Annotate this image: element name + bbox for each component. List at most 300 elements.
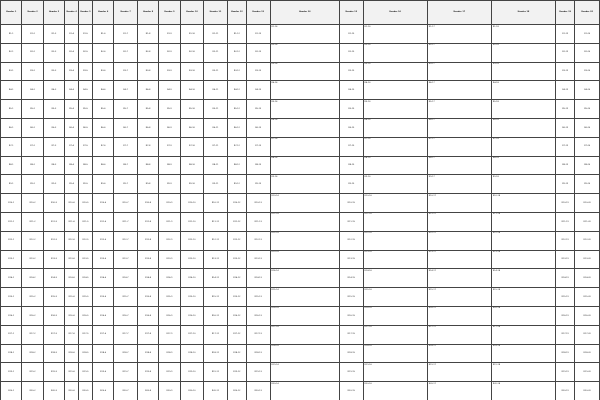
table-cell: R13-11 — [204, 250, 228, 269]
table-cell: R4-18 — [491, 81, 555, 100]
table-cell: R10-20 — [575, 194, 600, 213]
table-cell: R15-17 — [427, 288, 491, 307]
table-cell: R17-11 — [204, 325, 228, 344]
table-cell: R14-8 — [137, 269, 158, 288]
table-cell: R13-9 — [159, 250, 180, 269]
table-cell: R17-7 — [114, 325, 138, 344]
table-cell: R8-11 — [204, 156, 228, 175]
table-row — [1, 81, 600, 100]
table-cell: R2-19 — [556, 43, 575, 62]
table-cell: R16-12 — [227, 306, 246, 325]
column-header: Header 14 — [270, 1, 340, 25]
table-cell: R18-11 — [204, 344, 228, 363]
table-row — [1, 194, 600, 213]
table-cell: R20-16 — [363, 382, 427, 400]
table-cell: R19-4 — [65, 363, 79, 382]
table-cell: R19-12 — [227, 363, 246, 382]
table-cell: R16-8 — [137, 306, 158, 325]
table-cell: R18-14 — [270, 344, 340, 363]
table-cell: R9-11 — [204, 175, 228, 194]
table-cell: R17-1 — [1, 325, 22, 344]
table-cell: R11-4 — [65, 212, 79, 231]
table-cell: R16-4 — [65, 306, 79, 325]
table-cell: R9-20 — [575, 175, 600, 194]
table-cell: R17-9 — [159, 325, 180, 344]
table-cell: R12-20 — [575, 231, 600, 250]
table-cell: R13-20 — [575, 250, 600, 269]
table-cell: R6-11 — [204, 118, 228, 137]
column-header: Header 6 — [92, 1, 113, 25]
table-cell: R15-18 — [491, 288, 555, 307]
table-cell: R16-9 — [159, 306, 180, 325]
table-cell: R19-18 — [491, 363, 555, 382]
table-cell: R2-2 — [22, 43, 43, 62]
table-cell: R6-15 — [340, 118, 364, 137]
table-cell: R11-9 — [159, 212, 180, 231]
table-cell: R12-16 — [363, 231, 427, 250]
table-cell: R13-5 — [79, 250, 93, 269]
table-cell: R6-20 — [575, 118, 600, 137]
table-cell: R5-18 — [491, 100, 555, 119]
table-cell: R14-20 — [575, 269, 600, 288]
table-cell: R8-12 — [227, 156, 246, 175]
table-cell: R16-20 — [575, 306, 600, 325]
table-cell: R20-10 — [180, 382, 204, 400]
table-cell: R7-4 — [65, 137, 79, 156]
table-cell: R19-20 — [575, 363, 600, 382]
table-cell: R14-7 — [114, 269, 138, 288]
table-cell: R5-3 — [43, 100, 64, 119]
table-cell: R18-2 — [22, 344, 43, 363]
table-cell: R7-11 — [204, 137, 228, 156]
table-cell: R19-5 — [79, 363, 93, 382]
table-cell: R8-9 — [159, 156, 180, 175]
table-cell: R8-17 — [427, 156, 491, 175]
table-cell: R15-19 — [556, 288, 575, 307]
table-cell: R19-17 — [427, 363, 491, 382]
table-row — [1, 43, 600, 62]
table-cell: R12-18 — [491, 231, 555, 250]
table-cell: R20-3 — [43, 382, 64, 400]
table-cell: R19-14 — [270, 363, 340, 382]
table-cell: R14-11 — [204, 269, 228, 288]
table-cell: R6-3 — [43, 118, 64, 137]
table-cell: R3-2 — [22, 62, 43, 81]
table-cell: R15-6 — [92, 288, 113, 307]
table-cell: R13-14 — [270, 250, 340, 269]
table-cell: R2-20 — [575, 43, 600, 62]
table-cell: R7-14 — [270, 137, 340, 156]
table-cell: R6-13 — [246, 118, 270, 137]
table-cell: R19-19 — [556, 363, 575, 382]
table-cell: R19-11 — [204, 363, 228, 382]
table-cell: R12-4 — [65, 231, 79, 250]
table-row — [1, 325, 600, 344]
table-cell: R11-1 — [1, 212, 22, 231]
table-cell: R5-20 — [575, 100, 600, 119]
table-cell: R2-1 — [1, 43, 22, 62]
table-row — [1, 382, 600, 400]
table-cell: R18-18 — [491, 344, 555, 363]
table-cell: R20-20 — [575, 382, 600, 400]
table-cell: R2-15 — [340, 43, 364, 62]
table-cell: R15-11 — [204, 288, 228, 307]
table-cell: R16-3 — [43, 306, 64, 325]
table-cell: R19-1 — [1, 363, 22, 382]
table-cell: R15-20 — [575, 288, 600, 307]
column-header: Header 2 — [22, 1, 43, 25]
column-header: Header 5 — [79, 1, 93, 25]
table-cell: R13-13 — [246, 250, 270, 269]
table-cell: R13-18 — [491, 250, 555, 269]
table-cell: R10-4 — [65, 194, 79, 213]
table-cell: R5-14 — [270, 100, 340, 119]
table-cell: R8-20 — [575, 156, 600, 175]
table-cell: R4-17 — [427, 81, 491, 100]
table-cell: R1-7 — [114, 25, 138, 44]
table-cell: R4-11 — [204, 81, 228, 100]
table-cell: R1-12 — [227, 25, 246, 44]
table-cell: R5-2 — [22, 100, 43, 119]
table-cell: R20-8 — [137, 382, 158, 400]
table-cell: R19-16 — [363, 363, 427, 382]
table-cell: R9-1 — [1, 175, 22, 194]
table-cell: R9-17 — [427, 175, 491, 194]
table-cell: R4-13 — [246, 81, 270, 100]
table-cell: R11-3 — [43, 212, 64, 231]
table-cell: R13-6 — [92, 250, 113, 269]
table-cell: R9-6 — [92, 175, 113, 194]
table-cell: R7-8 — [137, 137, 158, 156]
table-cell: R16-6 — [92, 306, 113, 325]
table-cell: R17-19 — [556, 325, 575, 344]
table-cell: R18-1 — [1, 344, 22, 363]
column-header: Header 4 — [65, 1, 79, 25]
column-header: Header 9 — [159, 1, 180, 25]
table-cell: R18-9 — [159, 344, 180, 363]
table-cell: R17-2 — [22, 325, 43, 344]
table-cell: R10-5 — [79, 194, 93, 213]
table-cell: R6-6 — [92, 118, 113, 137]
table-row — [1, 156, 600, 175]
table-body — [1, 25, 600, 400]
table-cell: R8-10 — [180, 156, 204, 175]
table-cell: R8-13 — [246, 156, 270, 175]
table-cell: R6-19 — [556, 118, 575, 137]
table-cell: R11-5 — [79, 212, 93, 231]
table-cell: R11-10 — [180, 212, 204, 231]
table-cell: R18-3 — [43, 344, 64, 363]
table-cell: R12-11 — [204, 231, 228, 250]
table-cell: R11-16 — [363, 212, 427, 231]
table-cell: R4-1 — [1, 81, 22, 100]
table-cell: R14-13 — [246, 269, 270, 288]
table-cell: R5-13 — [246, 100, 270, 119]
table-cell: R9-18 — [491, 175, 555, 194]
table-cell: R14-1 — [1, 269, 22, 288]
table-cell: R4-3 — [43, 81, 64, 100]
table-cell: R20-7 — [114, 382, 138, 400]
table-cell: R7-15 — [340, 137, 364, 156]
table-cell: R3-8 — [137, 62, 158, 81]
table-row — [1, 269, 600, 288]
table-cell: R10-16 — [363, 194, 427, 213]
table-cell: R5-19 — [556, 100, 575, 119]
table-cell: R20-19 — [556, 382, 575, 400]
table-cell: R10-14 — [270, 194, 340, 213]
table-row — [1, 137, 600, 156]
table-cell: R11-14 — [270, 212, 340, 231]
table-cell: R3-3 — [43, 62, 64, 81]
table-cell: R5-1 — [1, 100, 22, 119]
table-cell: R16-5 — [79, 306, 93, 325]
table-cell: R4-10 — [180, 81, 204, 100]
table-row — [1, 62, 600, 81]
table-cell: R17-6 — [92, 325, 113, 344]
table-cell: R6-9 — [159, 118, 180, 137]
table-cell: R18-15 — [340, 344, 364, 363]
table-cell: R14-18 — [491, 269, 555, 288]
table-cell: R16-16 — [363, 306, 427, 325]
table-cell: R11-11 — [204, 212, 228, 231]
table-cell: R17-5 — [79, 325, 93, 344]
table-cell: R15-12 — [227, 288, 246, 307]
table-cell: R6-2 — [22, 118, 43, 137]
table-cell: R19-3 — [43, 363, 64, 382]
table-cell: R20-18 — [491, 382, 555, 400]
table-cell: R14-2 — [22, 269, 43, 288]
table-cell: R13-1 — [1, 250, 22, 269]
table-cell: R7-20 — [575, 137, 600, 156]
table-cell: R9-14 — [270, 175, 340, 194]
table-cell: R2-4 — [65, 43, 79, 62]
table-cell: R17-10 — [180, 325, 204, 344]
table-cell: R1-5 — [79, 25, 93, 44]
table-cell: R4-19 — [556, 81, 575, 100]
table-cell: R5-10 — [180, 100, 204, 119]
table-cell: R10-11 — [204, 194, 228, 213]
table-cell: R18-12 — [227, 344, 246, 363]
table-cell: R18-20 — [575, 344, 600, 363]
table-cell: R2-8 — [137, 43, 158, 62]
table-row — [1, 306, 600, 325]
table-cell: R6-12 — [227, 118, 246, 137]
table-cell: R1-11 — [204, 25, 228, 44]
table-cell: R9-4 — [65, 175, 79, 194]
table-cell: R10-9 — [159, 194, 180, 213]
table-cell: R17-20 — [575, 325, 600, 344]
table-cell: R14-5 — [79, 269, 93, 288]
table-cell: R10-8 — [137, 194, 158, 213]
table-cell: R6-7 — [114, 118, 138, 137]
table-row — [1, 25, 600, 44]
table-cell: R18-4 — [65, 344, 79, 363]
table-cell: R15-4 — [65, 288, 79, 307]
table-cell: R3-7 — [114, 62, 138, 81]
table-cell: R10-2 — [22, 194, 43, 213]
table-cell: R9-2 — [22, 175, 43, 194]
table-cell: R11-19 — [556, 212, 575, 231]
table-cell: R17-3 — [43, 325, 64, 344]
table-cell: R13-19 — [556, 250, 575, 269]
table-cell: R13-16 — [363, 250, 427, 269]
table-cell: R19-2 — [22, 363, 43, 382]
table-cell: R13-12 — [227, 250, 246, 269]
table-cell: R14-4 — [65, 269, 79, 288]
table-cell: R8-7 — [114, 156, 138, 175]
table-cell: R3-16 — [363, 62, 427, 81]
table-cell: R2-18 — [491, 43, 555, 62]
table-cell: R11-18 — [491, 212, 555, 231]
table-cell: R12-14 — [270, 231, 340, 250]
table-cell: R20-5 — [79, 382, 93, 400]
table-cell: R13-8 — [137, 250, 158, 269]
table-cell: R13-10 — [180, 250, 204, 269]
column-header: Header 16 — [363, 1, 427, 25]
table-cell: R12-8 — [137, 231, 158, 250]
table-cell: R16-1 — [1, 306, 22, 325]
table-cell: R18-6 — [92, 344, 113, 363]
table-cell: R20-9 — [159, 382, 180, 400]
table-cell: R1-16 — [363, 25, 427, 44]
table-cell: R11-2 — [22, 212, 43, 231]
table-cell: R7-5 — [79, 137, 93, 156]
column-header: Header 10 — [180, 1, 204, 25]
table-cell: R20-15 — [340, 382, 364, 400]
table-cell: R20-13 — [246, 382, 270, 400]
table-cell: R7-18 — [491, 137, 555, 156]
table-cell: R6-17 — [427, 118, 491, 137]
table-cell: R12-17 — [427, 231, 491, 250]
table-cell: R14-3 — [43, 269, 64, 288]
table-cell: R1-18 — [491, 25, 555, 44]
table-cell: R17-8 — [137, 325, 158, 344]
table-cell: R10-13 — [246, 194, 270, 213]
table-cell: R7-9 — [159, 137, 180, 156]
table-cell: R9-15 — [340, 175, 364, 194]
table-cell: R15-10 — [180, 288, 204, 307]
table-cell: R4-5 — [79, 81, 93, 100]
table-row — [1, 288, 600, 307]
table-cell: R1-14 — [270, 25, 340, 44]
table-cell: R14-12 — [227, 269, 246, 288]
table-cell: R7-2 — [22, 137, 43, 156]
table-cell: R2-13 — [246, 43, 270, 62]
table-cell: R4-7 — [114, 81, 138, 100]
table-cell: R2-6 — [92, 43, 113, 62]
table-cell: R5-5 — [79, 100, 93, 119]
table-cell: R17-16 — [363, 325, 427, 344]
table-cell: R17-15 — [340, 325, 364, 344]
table-cell: R11-20 — [575, 212, 600, 231]
table-cell: R6-10 — [180, 118, 204, 137]
column-header: Header 19 — [556, 1, 575, 25]
table-cell: R8-4 — [65, 156, 79, 175]
table-cell: R14-16 — [363, 269, 427, 288]
table-cell: R9-16 — [363, 175, 427, 194]
header-row — [1, 1, 600, 25]
table-cell: R12-7 — [114, 231, 138, 250]
table-cell: R3-14 — [270, 62, 340, 81]
column-header: Header 13 — [246, 1, 270, 25]
table-cell: R20-2 — [22, 382, 43, 400]
table-cell: R14-19 — [556, 269, 575, 288]
table-cell: R11-15 — [340, 212, 364, 231]
table-cell: R2-7 — [114, 43, 138, 62]
table-cell: R17-14 — [270, 325, 340, 344]
table-cell: R11-17 — [427, 212, 491, 231]
table-cell: R19-15 — [340, 363, 364, 382]
table-cell: R4-2 — [22, 81, 43, 100]
column-header: Header 17 — [427, 1, 491, 25]
table-cell: R18-8 — [137, 344, 158, 363]
table-row — [1, 212, 600, 231]
table-cell: R9-9 — [159, 175, 180, 194]
table-cell: R20-11 — [204, 382, 228, 400]
table-cell: R2-12 — [227, 43, 246, 62]
table-cell: R11-6 — [92, 212, 113, 231]
table-cell: R7-7 — [114, 137, 138, 156]
table-cell: R19-6 — [92, 363, 113, 382]
table-cell: R2-9 — [159, 43, 180, 62]
table-cell: R3-20 — [575, 62, 600, 81]
table-cell: R9-3 — [43, 175, 64, 194]
table-cell: R13-7 — [114, 250, 138, 269]
table-cell: R14-9 — [159, 269, 180, 288]
table-cell: R15-16 — [363, 288, 427, 307]
table-cell: R8-18 — [491, 156, 555, 175]
table-cell: R18-13 — [246, 344, 270, 363]
table-cell: R9-12 — [227, 175, 246, 194]
table-cell: R14-17 — [427, 269, 491, 288]
table-cell: R12-5 — [79, 231, 93, 250]
table-cell: R3-1 — [1, 62, 22, 81]
table-cell: R12-15 — [340, 231, 364, 250]
table-cell: R19-8 — [137, 363, 158, 382]
table-cell: R16-2 — [22, 306, 43, 325]
table-cell: R5-9 — [159, 100, 180, 119]
table-cell: R9-10 — [180, 175, 204, 194]
table-cell: R1-13 — [246, 25, 270, 44]
table-cell: R8-8 — [137, 156, 158, 175]
table-cell: R17-13 — [246, 325, 270, 344]
table-cell: R3-4 — [65, 62, 79, 81]
table-cell: R3-11 — [204, 62, 228, 81]
table-cell: R6-5 — [79, 118, 93, 137]
table-cell: R10-10 — [180, 194, 204, 213]
table-cell: R4-15 — [340, 81, 364, 100]
table-cell: R15-8 — [137, 288, 158, 307]
table-cell: R10-7 — [114, 194, 138, 213]
table-cell: R12-13 — [246, 231, 270, 250]
table-cell: R2-5 — [79, 43, 93, 62]
table-cell: R8-19 — [556, 156, 575, 175]
table-cell: R16-18 — [491, 306, 555, 325]
table-cell: R10-19 — [556, 194, 575, 213]
table-cell: R2-14 — [270, 43, 340, 62]
table-cell: R12-19 — [556, 231, 575, 250]
table-cell: R10-15 — [340, 194, 364, 213]
table-cell: R1-6 — [92, 25, 113, 44]
table-cell: R3-19 — [556, 62, 575, 81]
table-cell: R14-10 — [180, 269, 204, 288]
table-cell: R4-4 — [65, 81, 79, 100]
table-cell: R9-19 — [556, 175, 575, 194]
table-cell: R8-3 — [43, 156, 64, 175]
table-cell: R6-16 — [363, 118, 427, 137]
table-cell: R1-15 — [340, 25, 364, 44]
table-cell: R15-13 — [246, 288, 270, 307]
